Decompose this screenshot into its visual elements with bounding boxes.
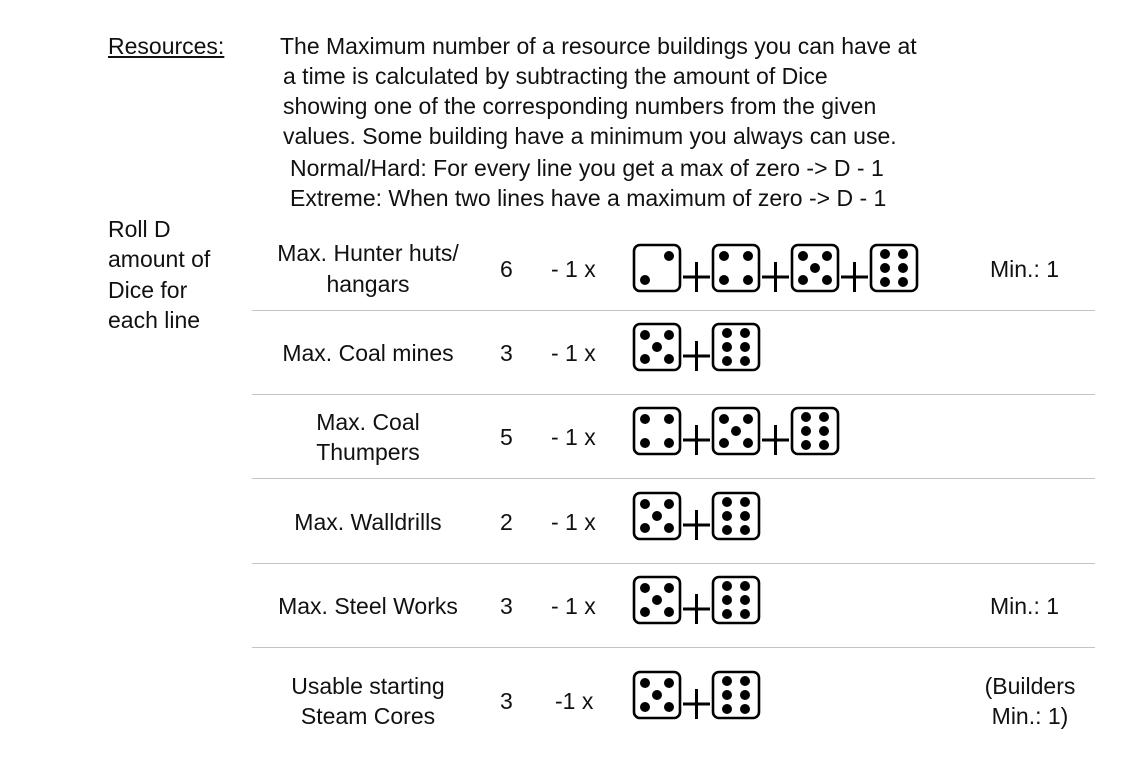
instruction-line: amount of xyxy=(108,246,211,272)
row-name-line: Max. Coal xyxy=(316,409,420,435)
plus-icon xyxy=(682,572,711,628)
row-name-line: hangars xyxy=(326,271,410,297)
row-value: 3 xyxy=(500,593,513,619)
description-line: a time is calculated by subtracting the amount of Dice xyxy=(283,63,828,89)
dice-combination xyxy=(632,403,840,459)
description-line: values. Some building have a minimum you always can use. xyxy=(283,123,897,149)
row-operator: - 1 x xyxy=(551,509,596,535)
die-face-2-icon xyxy=(632,243,682,293)
row-value: 2 xyxy=(500,509,513,535)
row-value: 3 xyxy=(500,688,513,714)
die-face-6-icon xyxy=(869,243,919,293)
die-face-6-icon xyxy=(711,670,761,720)
row-operator: - 1 x xyxy=(551,340,596,366)
difficulty-rule-normal: Normal/Hard: For every line you get a max of zero -> D - 1 xyxy=(290,155,884,181)
row-operator: - 1 x xyxy=(551,424,596,450)
row-name-line: Max. Steel Works xyxy=(278,593,458,619)
die-face-4-icon xyxy=(632,406,682,456)
row-minimum: Min.: 1) xyxy=(991,703,1069,729)
plus-icon xyxy=(682,240,711,296)
row-minimum: (Builders xyxy=(984,673,1076,699)
row-name-line: Steam Cores xyxy=(300,703,436,729)
difficulty-rule-extreme: Extreme: When two lines have a maximum of zero -> D - 1 xyxy=(290,185,887,211)
row-operator: -1 x xyxy=(555,688,594,714)
description-line: The Maximum number of a resource buildings you can have at xyxy=(280,33,917,59)
dice-combination xyxy=(632,572,761,628)
die-face-5-icon xyxy=(632,670,682,720)
row-value: 6 xyxy=(500,256,513,282)
die-face-5-icon xyxy=(790,243,840,293)
instruction-line: Dice for xyxy=(108,277,188,303)
row-value: 3 xyxy=(500,340,513,366)
row-value: 5 xyxy=(500,424,513,450)
dice-combination xyxy=(632,319,761,375)
instruction-line: Roll D xyxy=(108,216,171,242)
plus-icon xyxy=(761,240,790,296)
die-face-6-icon xyxy=(711,575,761,625)
plus-icon xyxy=(682,319,711,375)
row-name-line: Usable starting xyxy=(291,673,445,699)
row-operator: - 1 x xyxy=(551,256,596,282)
row-divider xyxy=(252,394,1095,395)
plus-icon xyxy=(840,240,869,296)
plus-icon xyxy=(682,667,711,723)
row-operator: - 1 x xyxy=(551,593,596,619)
description-line: showing one of the corresponding numbers from the given xyxy=(283,93,877,119)
instruction-line: each line xyxy=(108,307,201,333)
die-face-5-icon xyxy=(632,575,682,625)
plus-icon xyxy=(761,403,790,459)
row-divider xyxy=(252,647,1095,648)
dice-combination xyxy=(632,488,761,544)
row-name-line: Max. Hunter huts/ xyxy=(277,240,459,266)
die-face-6-icon xyxy=(711,491,761,541)
die-face-5-icon xyxy=(711,406,761,456)
row-name-line: Max. Coal mines xyxy=(282,340,454,366)
dice-combination xyxy=(632,667,761,723)
row-name-line: Thumpers xyxy=(316,439,420,465)
die-face-6-icon xyxy=(711,322,761,372)
plus-icon xyxy=(682,488,711,544)
plus-icon xyxy=(682,403,711,459)
row-name-line: Max. Walldrills xyxy=(294,509,442,535)
row-minimum: Min.: 1 xyxy=(990,593,1060,619)
die-face-5-icon xyxy=(632,322,682,372)
row-divider xyxy=(252,478,1095,479)
die-face-4-icon xyxy=(711,243,761,293)
row-minimum: Min.: 1 xyxy=(990,256,1060,282)
die-face-6-icon xyxy=(790,406,840,456)
row-divider xyxy=(252,310,1095,311)
row-divider xyxy=(252,563,1095,564)
dice-combination xyxy=(632,240,919,296)
die-face-5-icon xyxy=(632,491,682,541)
section-title: Resources: xyxy=(108,33,225,59)
